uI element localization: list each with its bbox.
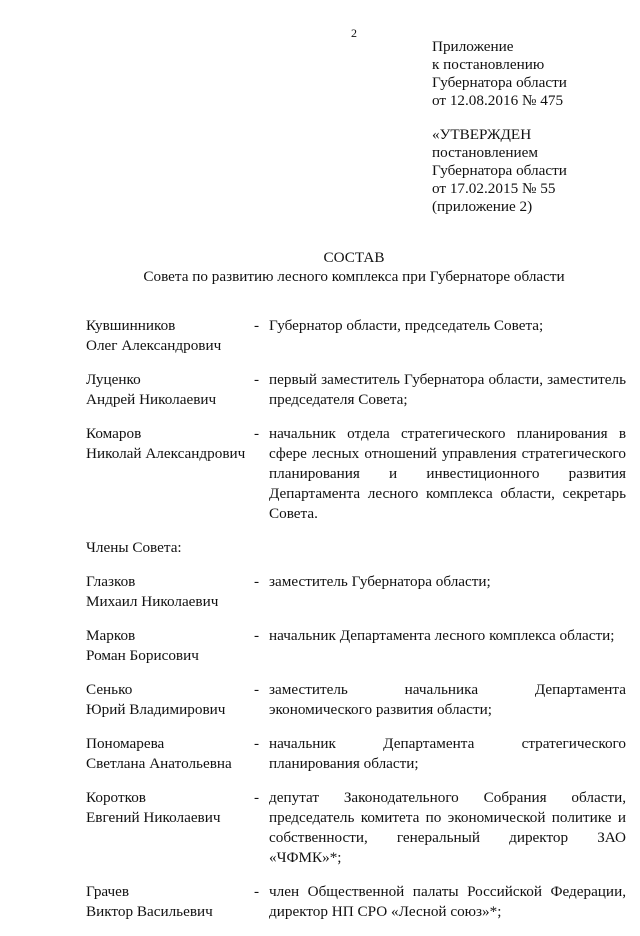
member-entry [86, 316, 626, 356]
member-name [86, 424, 251, 464]
member-position: заместитель Губернатора области; [269, 573, 491, 590]
member-given-name: Роман Борисович [86, 647, 199, 664]
approved-line: (приложение 2) [432, 198, 533, 215]
approved-line: постановлением [432, 144, 539, 161]
approved-line: от 17.02.2015 № 55 [432, 180, 556, 197]
member-entry [86, 882, 626, 922]
page-number: 2 [351, 26, 357, 40]
dash-separator: - [254, 317, 260, 334]
member-name [86, 734, 251, 774]
dash-separator: - [254, 627, 260, 644]
member-position: начальник Департамента лесного комплекса области; [269, 627, 615, 644]
member-entry [86, 572, 626, 612]
member-surname: Пономарева [86, 735, 165, 752]
member-name [86, 316, 251, 356]
member-entry [86, 788, 626, 868]
member-given-name: Юрий Владимирович [86, 701, 226, 718]
member-given-name: Андрей Николаевич [86, 391, 217, 408]
member-position: член Общественной палаты Российской Федерации, директор НП СРО «Лесной союз»*; [269, 883, 626, 920]
member-name [86, 788, 251, 828]
member-name [86, 626, 251, 666]
dash-separator: - [254, 883, 260, 900]
member-surname: Кувшинников [86, 317, 176, 334]
member-position: начальник отдела стратегического планирования в сфере лесных отношений управления стратегического планирования и инвестиционного развития Департамента лесного комплекса области, секретарь Совета. [269, 425, 626, 522]
member-position: начальник Департамента стратегического планирования области; [269, 735, 626, 772]
dash-separator: - [254, 425, 260, 442]
member-surname: Глазков [86, 573, 136, 590]
member-given-name: Николай Александрович [86, 445, 246, 462]
dash-separator: - [254, 681, 260, 698]
member-name [86, 882, 251, 922]
member-entry [86, 370, 626, 410]
dash-separator: - [254, 573, 260, 590]
member-surname: Грачев [86, 883, 130, 900]
member-surname: Коротков [86, 789, 146, 806]
member-surname: Комаров [86, 425, 142, 442]
member-name [86, 572, 251, 612]
member-surname: Луценко [86, 371, 141, 388]
appendix-reference [432, 38, 567, 110]
member-position: первый заместитель Губернатора области, заместитель председателя Совета; [269, 371, 626, 408]
approved-line: «УТВЕРЖДЕН [432, 126, 532, 143]
member-entry [86, 734, 626, 774]
member-position: депутат Законодательного Собрания области, председатель комитета по экономической политике и собственности, генеральный директор ЗАО «ЧФМК»*; [269, 789, 626, 866]
member-name [86, 680, 251, 720]
members-section-header: Члены Совета: [86, 539, 182, 556]
dash-separator: - [254, 371, 260, 388]
member-given-name: Виктор Васильевич [86, 903, 213, 920]
member-entry [86, 680, 626, 720]
appendix-line: к постановлению [432, 56, 545, 73]
member-position: заместитель начальника Департамента экономического развития области; [269, 681, 626, 718]
document-title: СОСТАВ [323, 249, 385, 266]
dash-separator: - [254, 735, 260, 752]
document-subtitle: Совета по развитию лесного комплекса при Губернаторе области [143, 268, 565, 285]
member-surname: Марков [86, 627, 136, 644]
appendix-line: Губернатора области [432, 74, 567, 91]
member-surname: Сенько [86, 681, 133, 698]
appendix-line: Приложение [432, 38, 514, 55]
member-given-name: Михаил Николаевич [86, 593, 219, 610]
member-name [86, 370, 251, 410]
member-position: Губернатор области, председатель Совета; [269, 317, 544, 334]
member-entry [86, 424, 626, 524]
approved-line: Губернатора области [432, 162, 567, 179]
council-composition [86, 316, 626, 936]
member-entry [86, 626, 626, 666]
member-given-name: Олег Александрович [86, 337, 222, 354]
member-given-name: Евгений Николаевич [86, 809, 221, 826]
member-given-name: Светлана Анатольевна [86, 755, 232, 772]
approval-stamp-text [432, 126, 567, 216]
appendix-line: от 12.08.2016 № 475 [432, 92, 564, 109]
dash-separator: - [254, 789, 260, 806]
